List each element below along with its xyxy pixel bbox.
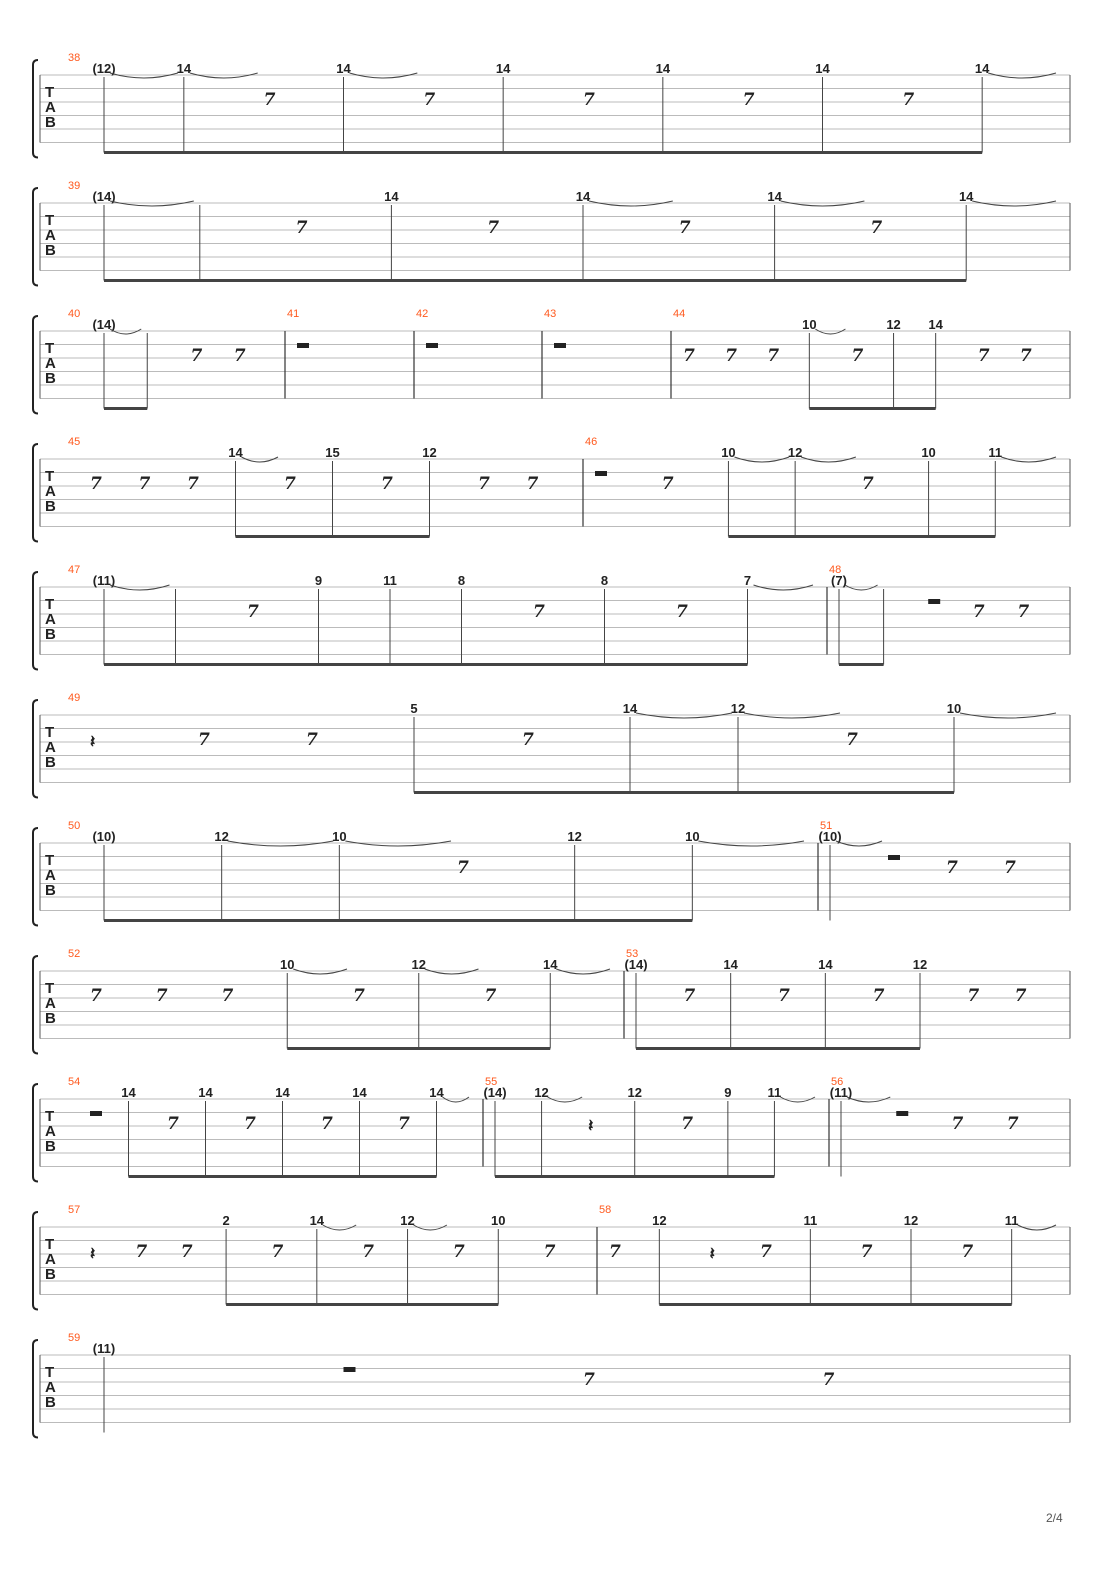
tab-clef-letter: A: [45, 1251, 56, 1268]
quarter-rest: 𝄽: [588, 1116, 594, 1136]
sixteenth-rest: 7: [263, 90, 276, 110]
fret-number: 14: [543, 957, 558, 972]
fret-number: 14: [575, 189, 591, 204]
tab-system: [33, 820, 1070, 926]
tab-clef-letter: T: [45, 340, 55, 357]
tab-clef-letter: T: [45, 724, 55, 741]
sixteenth-rest: 7: [967, 986, 980, 1006]
fret-number: 9: [314, 573, 323, 588]
measure-number: 49: [68, 692, 81, 704]
fret-number: 12: [422, 445, 437, 460]
measure-number: 53: [626, 948, 639, 960]
tab-clef-letter: T: [45, 1236, 55, 1253]
measure-number: 54: [68, 1076, 81, 1088]
tab-clef-letter: B: [45, 498, 56, 515]
fret-number: 12: [400, 1213, 415, 1228]
sixteenth-rest: 7: [187, 474, 199, 494]
sixteenth-rest: 7: [381, 474, 393, 494]
measure-number: 43: [544, 308, 557, 320]
sixteenth-rest: 7: [681, 1114, 694, 1134]
fret-number: (7): [831, 573, 847, 588]
fret-number: 14: [176, 61, 192, 76]
fret-number: 14: [974, 61, 990, 76]
sixteenth-rest: 7: [543, 1242, 556, 1262]
sixteenth-rest: 7: [678, 218, 691, 238]
fret-number: 10: [802, 317, 817, 332]
fret-number: 12: [214, 829, 229, 844]
fret-number: 11: [1004, 1213, 1019, 1228]
whole-rest: [297, 343, 309, 348]
sixteenth-rest: 7: [946, 858, 958, 878]
tab-clef-letter: T: [45, 980, 55, 997]
sixteenth-rest: 7: [90, 986, 102, 1006]
tab-clef-letter: B: [45, 1138, 56, 1155]
fret-number: 12: [886, 317, 901, 332]
fret-number: 10: [721, 445, 736, 460]
sixteenth-rest: 7: [861, 474, 874, 494]
tab-clef-letter: B: [45, 1394, 56, 1411]
whole-rest: [896, 1111, 908, 1116]
sixteenth-rest: 7: [522, 730, 534, 750]
tab-system: [33, 52, 1070, 158]
sixteenth-rest: 7: [742, 90, 755, 110]
fret-number: 14: [818, 957, 833, 972]
measure-number: 44: [673, 308, 686, 320]
measure-number: 57: [68, 1204, 81, 1216]
sixteenth-rest: 7: [233, 346, 246, 366]
measure-number: 42: [416, 308, 429, 320]
system-bracket: [33, 956, 38, 1054]
sixteenth-rest: 7: [190, 346, 203, 366]
sixteenth-rest: 7: [1004, 858, 1016, 878]
tab-clef-letter: A: [45, 227, 56, 244]
fret-number: 8: [457, 573, 466, 588]
whole-rest: [426, 343, 438, 348]
measure-number: 58: [599, 1204, 612, 1216]
tab-clef-letter: B: [45, 114, 56, 131]
fret-number: (14): [92, 317, 116, 332]
fret-number: 2: [222, 1213, 230, 1228]
tab-system: [33, 692, 1070, 798]
whole-rest: [90, 1111, 102, 1116]
fret-number: 14: [198, 1085, 213, 1100]
tab-clef-letter: A: [45, 1123, 56, 1140]
system-bracket: [33, 1212, 38, 1310]
fret-number: 12: [912, 957, 928, 972]
sixteenth-rest: 7: [244, 1114, 256, 1134]
tab-clef-letter: B: [45, 754, 56, 771]
fret-number: 11: [803, 1213, 818, 1228]
sixteenth-rest: 7: [284, 474, 296, 494]
fret-number: 14: [723, 957, 738, 972]
sixteenth-rest: 7: [221, 986, 234, 1006]
fret-number: 12: [787, 445, 803, 460]
whole-rest: [928, 599, 940, 604]
tab-clef-letter: T: [45, 1364, 55, 1381]
fret-number: 14: [336, 61, 351, 76]
sixteenth-rest: 7: [90, 474, 102, 494]
sixteenth-rest: 7: [951, 1114, 964, 1134]
tab-system: [33, 436, 1070, 542]
sixteenth-rest: 7: [362, 1242, 375, 1262]
measure-number: 41: [287, 308, 300, 320]
sixteenth-rest: 7: [247, 602, 259, 622]
sixteenth-rest: 7: [902, 90, 915, 110]
sixteenth-rest: 7: [398, 1114, 410, 1134]
tab-system: [33, 180, 1070, 286]
sixteenth-rest: 7: [676, 602, 688, 622]
fret-number: 12: [627, 1085, 642, 1100]
sixteenth-rest: 7: [353, 986, 365, 1006]
sixteenth-rest: 7: [138, 474, 151, 494]
fret-number: 12: [730, 701, 746, 716]
sixteenth-rest: 7: [851, 346, 864, 366]
quarter-rest: 𝄽: [709, 1244, 715, 1264]
fret-number: 12: [411, 957, 426, 972]
sixteenth-rest: 7: [661, 474, 674, 494]
fret-number: 14: [495, 61, 511, 76]
fret-number: 14: [429, 1085, 444, 1100]
tab-clef-letter: B: [45, 1010, 56, 1027]
sixteenth-rest: 7: [135, 1242, 148, 1262]
whole-rest: [888, 855, 900, 860]
sixteenth-rest: 7: [872, 986, 885, 1006]
fret-number: (14): [624, 957, 648, 972]
tab-clef-letter: B: [45, 370, 56, 387]
sixteenth-rest: 7: [487, 218, 500, 238]
sixteenth-rest: 7: [180, 1242, 193, 1262]
measure-number: 51: [820, 820, 833, 832]
sixteenth-rest: 7: [167, 1114, 179, 1134]
measure-number: 56: [831, 1076, 844, 1088]
tab-system: [33, 308, 1070, 414]
measure-number: 39: [68, 180, 81, 192]
fret-number: 14: [228, 445, 243, 460]
sixteenth-rest: 7: [760, 1242, 772, 1262]
sixteenth-rest: 7: [870, 218, 883, 238]
fret-number: 9: [724, 1085, 732, 1100]
sixteenth-rest: 7: [822, 1370, 835, 1390]
tab-clef-letter: A: [45, 1379, 56, 1396]
fret-number: 10: [332, 829, 347, 844]
tab-clef-letter: B: [45, 626, 56, 643]
sixteenth-rest: 7: [1017, 602, 1030, 622]
fret-number: 14: [352, 1085, 367, 1100]
fret-number: 14: [121, 1085, 136, 1100]
measure-number: 59: [68, 1332, 81, 1344]
fret-number: (11): [92, 573, 116, 588]
fret-number: 5: [410, 701, 418, 716]
fret-number: 12: [534, 1085, 549, 1100]
sixteenth-rest: 7: [321, 1114, 333, 1134]
tab-system: [33, 1076, 1070, 1182]
fret-number: (10): [818, 829, 842, 844]
sixteenth-rest: 7: [1019, 346, 1032, 366]
sixteenth-rest: 7: [295, 218, 308, 238]
fret-number: 14: [622, 701, 638, 716]
measure-number: 52: [68, 948, 81, 960]
sixteenth-rest: 7: [725, 346, 737, 366]
sixteenth-rest: 7: [478, 474, 490, 494]
tab-clef-letter: T: [45, 212, 55, 229]
sixteenth-rest: 7: [155, 986, 168, 1006]
fret-number: 12: [567, 829, 582, 844]
fret-number: (11): [829, 1085, 853, 1100]
tab-clef-letter: A: [45, 739, 56, 756]
whole-rest: [344, 1367, 356, 1372]
tab-system: [33, 1332, 1070, 1438]
system-bracket: [33, 1340, 38, 1438]
tab-clef-letter: B: [45, 882, 56, 899]
fret-number: 11: [383, 573, 397, 588]
system-bracket: [33, 700, 38, 798]
fret-number: 10: [685, 829, 700, 844]
sixteenth-rest: 7: [778, 986, 790, 1006]
fret-number: (14): [483, 1085, 507, 1100]
fret-number: 14: [767, 189, 782, 204]
sixteenth-rest: 7: [683, 346, 695, 366]
fret-number: 14: [958, 189, 974, 204]
sixteenth-rest: 7: [977, 346, 990, 366]
fret-number: 10: [491, 1213, 506, 1228]
sixteenth-rest: 7: [609, 1242, 621, 1262]
sixteenth-rest: 7: [198, 730, 210, 750]
tab-clef-letter: T: [45, 596, 55, 613]
tab-clef-letter: A: [45, 355, 56, 372]
fret-number: 8: [600, 573, 609, 588]
whole-rest: [554, 343, 566, 348]
fret-number: 14: [384, 189, 399, 204]
measure-number: 46: [585, 436, 598, 448]
fret-number: (12): [92, 61, 116, 76]
tab-system: [33, 948, 1070, 1054]
quarter-rest: 𝄽: [90, 1244, 96, 1264]
fret-number: 14: [309, 1213, 325, 1228]
fret-number: (14): [92, 189, 116, 204]
tab-clef-letter: T: [45, 84, 55, 101]
system-bracket: [33, 188, 38, 286]
sixteenth-rest: 7: [1014, 986, 1027, 1006]
fret-number: 12: [652, 1213, 667, 1228]
fret-number: 7: [743, 573, 752, 588]
tab-clef-letter: T: [45, 1108, 55, 1125]
tab-clef-letter: A: [45, 867, 56, 884]
fret-number: 14: [928, 317, 943, 332]
tab-clef-letter: A: [45, 483, 56, 500]
tab-clef-letter: A: [45, 611, 56, 628]
fret-number: 15: [325, 445, 340, 460]
sixteenth-rest: 7: [860, 1242, 873, 1262]
sixteenth-rest: 7: [583, 90, 595, 110]
sixteenth-rest: 7: [484, 986, 497, 1006]
sixteenth-rest: 7: [972, 602, 985, 622]
fret-number: 10: [921, 445, 936, 460]
sixteenth-rest: 7: [452, 1242, 465, 1262]
measure-number: 48: [829, 564, 842, 576]
sixteenth-rest: 7: [306, 730, 318, 750]
measure-number: 40: [68, 308, 81, 320]
sixteenth-rest: 7: [1006, 1114, 1019, 1134]
system-bracket: [33, 316, 38, 414]
sixteenth-rest: 7: [526, 474, 539, 494]
sixteenth-rest: 7: [533, 602, 545, 622]
measure-number: 38: [68, 52, 81, 64]
tab-clef-letter: A: [45, 99, 56, 116]
measure-number: 50: [68, 820, 81, 832]
fret-number: 14: [275, 1085, 290, 1100]
quarter-rest: 𝄽: [90, 732, 96, 752]
tab-clef-letter: T: [45, 852, 55, 869]
sixteenth-rest: 7: [961, 1242, 974, 1262]
sixteenth-rest: 7: [271, 1242, 284, 1262]
fret-number: 12: [903, 1213, 919, 1228]
measure-number: 47: [68, 564, 81, 576]
tab-clef-letter: T: [45, 468, 55, 485]
system-bracket: [33, 572, 38, 670]
system-bracket: [33, 60, 38, 158]
measure-number: 45: [68, 436, 81, 448]
measure-number: 55: [485, 1076, 498, 1088]
sixteenth-rest: 7: [457, 858, 469, 878]
fret-number: 14: [815, 61, 830, 76]
sixteenth-rest: 7: [767, 346, 780, 366]
system-bracket: [33, 1084, 38, 1182]
tab-system: [33, 1204, 1070, 1310]
fret-number: (11): [92, 1341, 116, 1356]
whole-rest: [595, 471, 607, 476]
sixteenth-rest: 7: [423, 90, 436, 110]
tab-clef-letter: B: [45, 1266, 56, 1283]
fret-number: 10: [280, 957, 295, 972]
tab-clef-letter: A: [45, 995, 56, 1012]
sixteenth-rest: 7: [583, 1370, 595, 1390]
fret-number: 14: [655, 61, 671, 76]
fret-number: (10): [92, 829, 116, 844]
fret-number: 11: [988, 445, 1003, 460]
system-bracket: [33, 444, 38, 542]
page-number: 2/4: [1046, 1511, 1063, 1525]
sixteenth-rest: 7: [846, 730, 858, 750]
system-bracket: [33, 828, 38, 926]
fret-number: 11: [767, 1085, 782, 1100]
tab-clef-letter: B: [45, 242, 56, 259]
tab-system: [33, 564, 1070, 670]
sixteenth-rest: 7: [683, 986, 696, 1006]
fret-number: 10: [946, 701, 962, 716]
